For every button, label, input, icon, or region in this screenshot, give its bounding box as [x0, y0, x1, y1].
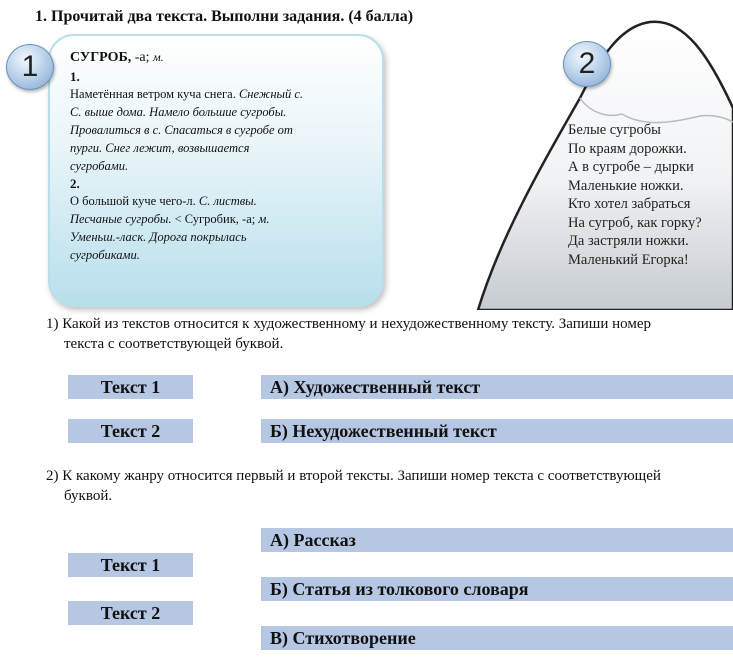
- q2-label-text1[interactable]: Текст 1: [68, 553, 193, 577]
- poem-line: Маленькие ножки.: [568, 177, 684, 194]
- poem-line: По краям дорожки.: [568, 140, 687, 157]
- headword: СУГРОБ,: [70, 50, 132, 65]
- dictionary-headword-line: [70, 50, 370, 66]
- q1-option-a[interactable]: А) Художественный текст: [261, 375, 733, 399]
- poem-line: Да застряли ножки.: [568, 233, 689, 249]
- sense2-number: 2.: [70, 176, 80, 191]
- q1-option-b[interactable]: Б) Нехудожественный текст: [261, 419, 733, 443]
- task-title: 1. Прочитай два текста. Выполни задания. (4 балла): [35, 8, 414, 25]
- poem-line: Кто хотел забраться: [568, 196, 691, 212]
- sense2-text: О большой куче чего-л. С. листвы. Песчаные сугробы. < Сугробик, -а; м. Уменьш.-ласк. Дорога покрылась сугробиками.: [70, 194, 270, 262]
- q1-label-text2[interactable]: Текст 2: [68, 419, 193, 443]
- poem-line: Маленький Егорка!: [568, 251, 689, 268]
- question2-text: 2) К какому жанру относится первый и второй тексты. Запиши номер текста с соответствующей буквой.: [46, 468, 661, 504]
- gender-mark: м.: [153, 50, 164, 64]
- text1-card: [48, 34, 384, 307]
- poem-line: На сугроб, как горку?: [568, 214, 702, 231]
- q2-option-b[interactable]: Б) Статья из толкового словаря: [261, 577, 733, 601]
- q2-label-text2[interactable]: Текст 2: [68, 601, 193, 625]
- q2-option-c[interactable]: В) Стихотворение: [261, 626, 733, 650]
- poem-line: А в сугробе – дырки: [568, 159, 694, 175]
- text2-badge: 2: [563, 41, 611, 87]
- sense1-number: 1.: [70, 69, 80, 84]
- text1-badge: 1: [6, 44, 54, 90]
- question1-text: 1) Какой из текстов относится к художественному и нехудожественному тексту. Запиши номер текста с соответствующей буквой.: [46, 316, 652, 352]
- poem-line: Белые сугробы: [568, 122, 661, 138]
- grammar-form: -а;: [134, 50, 150, 65]
- q2-option-a[interactable]: А) Рассказ: [261, 528, 733, 552]
- q1-label-text1[interactable]: Текст 1: [68, 375, 193, 399]
- sense1-text: Наметённая ветром куча снега. Снежный с. С. выше дома. Намело большие сугробы. Провалиться в с. Спасаться в сугробе от пурги. Снег лежит, возвышается сугробами.: [70, 87, 304, 173]
- poem-text: [568, 121, 702, 269]
